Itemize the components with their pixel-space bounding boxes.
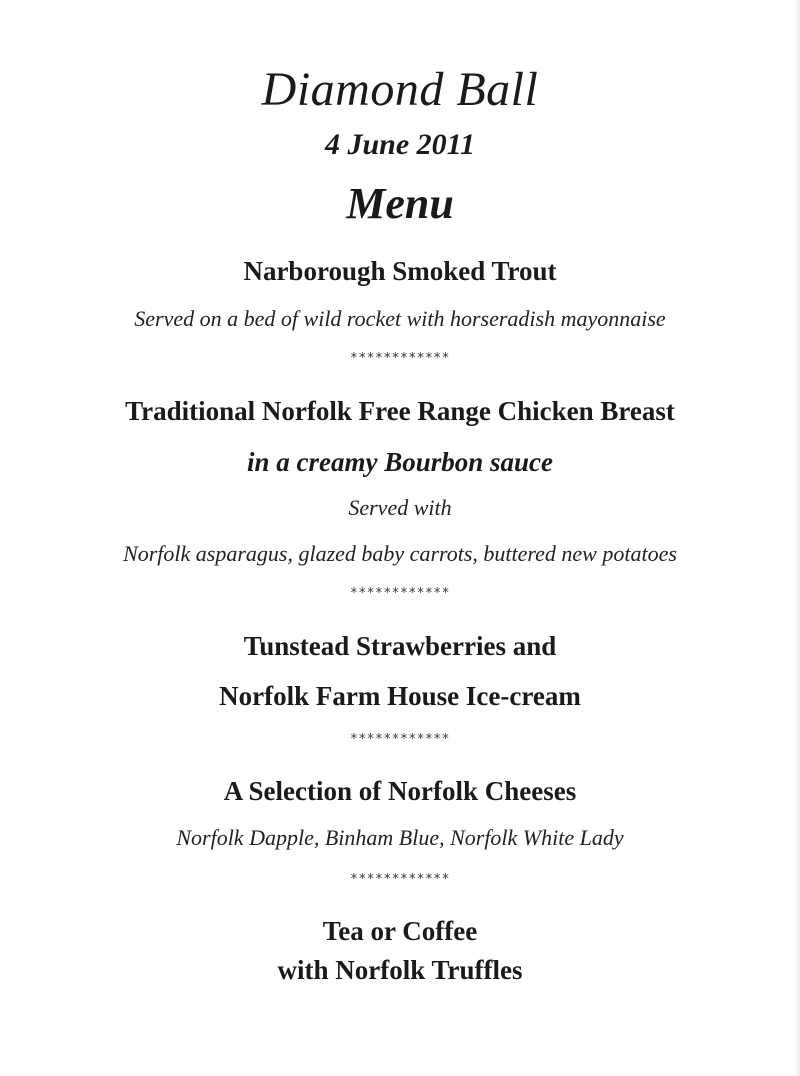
menu-heading: Menu bbox=[346, 179, 454, 228]
event-date: 4 June 2011 bbox=[324, 128, 476, 161]
course-starter-description: Served on a bed of wild rocket with horseradish mayonnaise bbox=[134, 306, 666, 331]
course-starter-title: Narborough Smoked Trout bbox=[243, 256, 557, 286]
course-separator: ************ bbox=[350, 351, 450, 366]
course-main-subtitle: in a creamy Bourbon sauce bbox=[246, 447, 554, 477]
course-cheese-description: Norfolk Dapple, Binham Blue, Norfolk White Lady bbox=[176, 825, 624, 850]
course-drinks-title: Tea or Coffee bbox=[322, 916, 478, 946]
course-dessert-title-line2: Norfolk Farm House Ice-cream bbox=[219, 681, 581, 711]
course-cheese-title: A Selection of Norfolk Cheeses bbox=[223, 776, 577, 806]
course-main-title: Traditional Norfolk Free Range Chicken Breast bbox=[125, 396, 675, 426]
course-separator: ************ bbox=[350, 586, 450, 601]
course-separator: ************ bbox=[350, 872, 450, 887]
scan-edge-shadow bbox=[794, 0, 800, 1076]
course-separator: ************ bbox=[350, 732, 450, 747]
event-title: Diamond Ball bbox=[261, 63, 539, 116]
course-main-description-intro: Served with bbox=[348, 495, 452, 520]
course-main-description: Norfolk asparagus, glazed baby carrots, buttered new potatoes bbox=[123, 541, 677, 566]
course-drinks-title-line2: with Norfolk Truffles bbox=[277, 955, 523, 985]
course-dessert-title: Tunstead Strawberries and bbox=[243, 631, 557, 661]
